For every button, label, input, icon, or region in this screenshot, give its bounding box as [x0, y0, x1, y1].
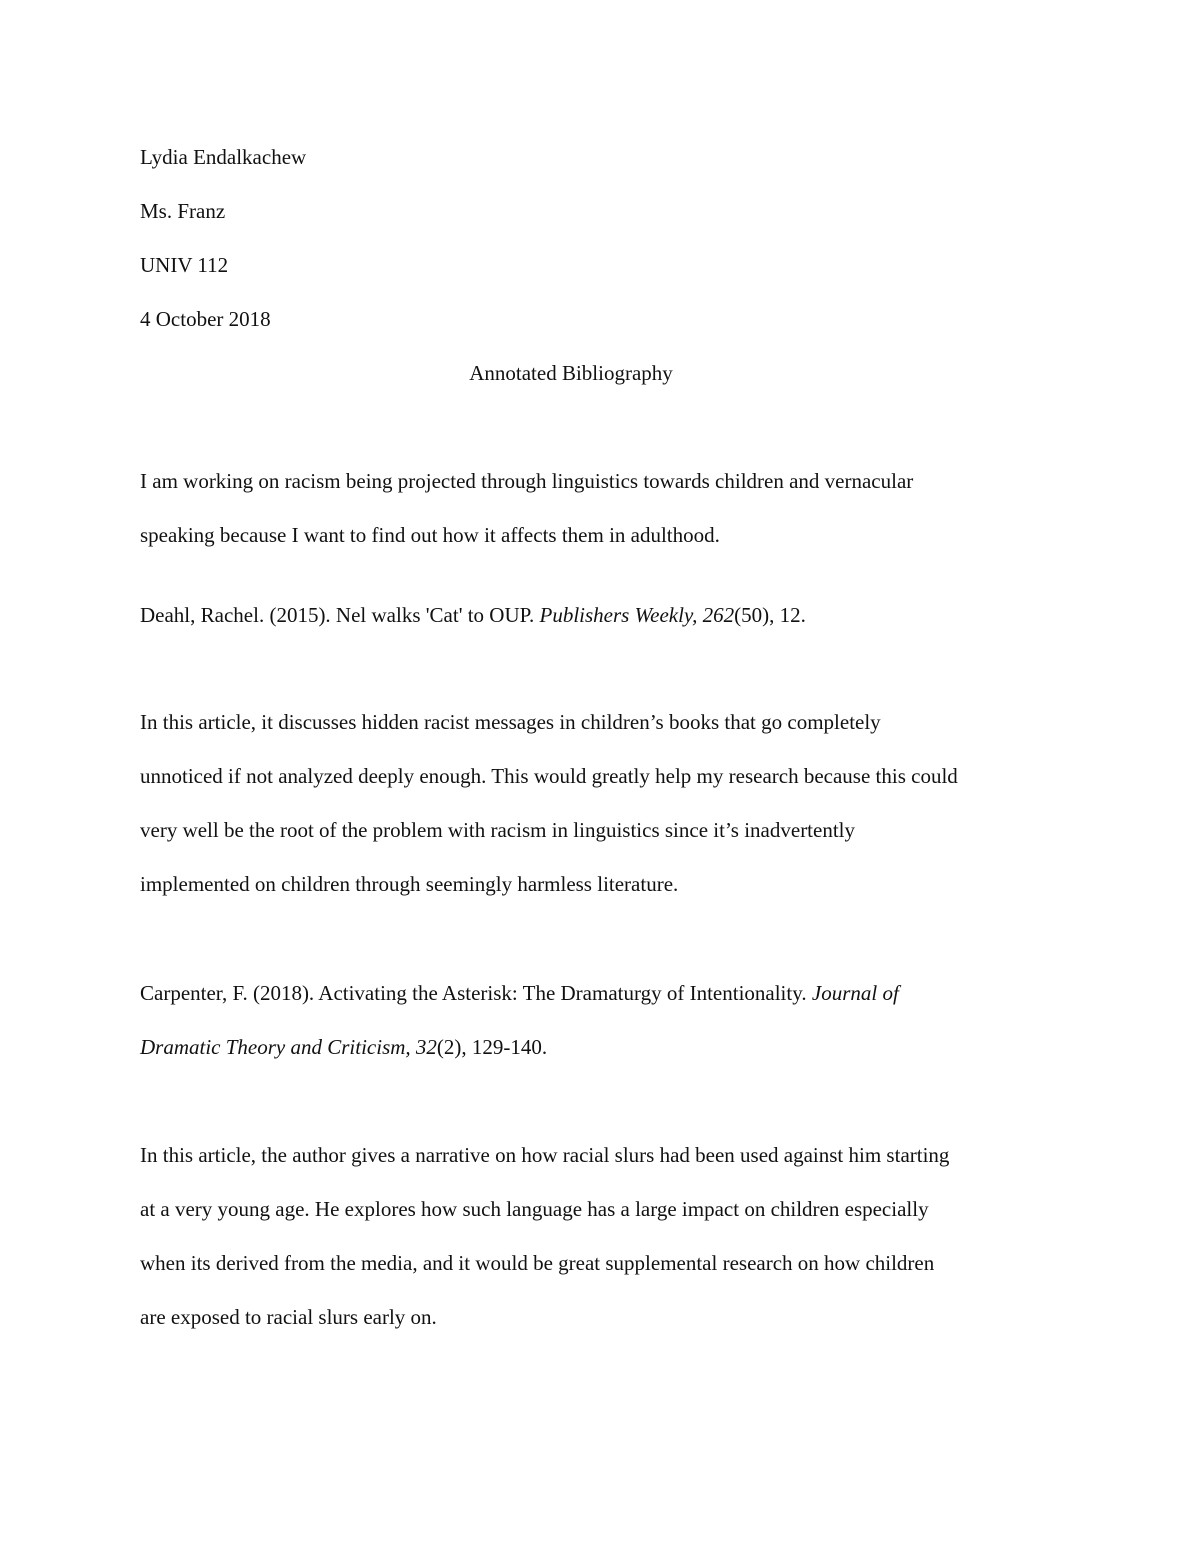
citation-deahl [140, 601, 806, 629]
course-name: UNIV 112 [140, 253, 229, 277]
annotation-deahl-line-3: very well be the root of the problem with racism in linguistics since it’s inadvertently [140, 818, 856, 842]
annotation-carpenter-line-3: when its derived from the media, and it would be great supplemental research on how children [140, 1251, 935, 1275]
citation-carpenter-line-1 [140, 979, 899, 1007]
intro-line-2: speaking because I want to find out how it affects them in adulthood. [140, 523, 720, 547]
student-name: Lydia Endalkachew [140, 145, 307, 169]
annotation-carpenter-line-2: at a very young age. He explores how such language has a large impact on children especially [140, 1197, 929, 1221]
intro-line-1: I am working on racism being projected through linguistics towards children and vernacular [140, 469, 914, 493]
citation-deahl-journal: Publishers Weekly, 262 [539, 603, 735, 627]
annotation-deahl-line-1: In this article, it discusses hidden racist messages in children’s books that go completely [140, 710, 881, 734]
document-date: 4 October 2018 [140, 307, 271, 331]
annotation-deahl-line-2: unnoticed if not analyzed deeply enough. This would greatly help my research because this could [140, 764, 958, 788]
citation-carpenter-journal-2: Dramatic Theory and Criticism, 32 [140, 1035, 437, 1059]
citation-carpenter-suffix: (2), 129-140. [436, 1035, 548, 1059]
annotation-deahl-line-4: implemented on children through seemingly harmless literature. [140, 872, 679, 896]
citation-deahl-suffix: (50), 12. [734, 603, 806, 627]
citation-carpenter-line-2 [140, 1033, 547, 1061]
citation-carpenter-journal-1: Journal of [811, 981, 899, 1005]
citation-carpenter-prefix: Carpenter, F. (2018). Activating the Asterisk: The Dramaturgy of Intentionality. [140, 981, 812, 1005]
instructor-name: Ms. Franz [140, 199, 226, 223]
annotation-carpenter-line-4: are exposed to racial slurs early on. [140, 1305, 437, 1329]
citation-deahl-prefix: Deahl, Rachel. (2015). Nel walks 'Cat' to OUP. [140, 603, 540, 627]
document-title: Annotated Bibliography [469, 361, 673, 385]
annotation-carpenter-line-1: In this article, the author gives a narrative on how racial slurs had been used against him starting [140, 1143, 950, 1167]
